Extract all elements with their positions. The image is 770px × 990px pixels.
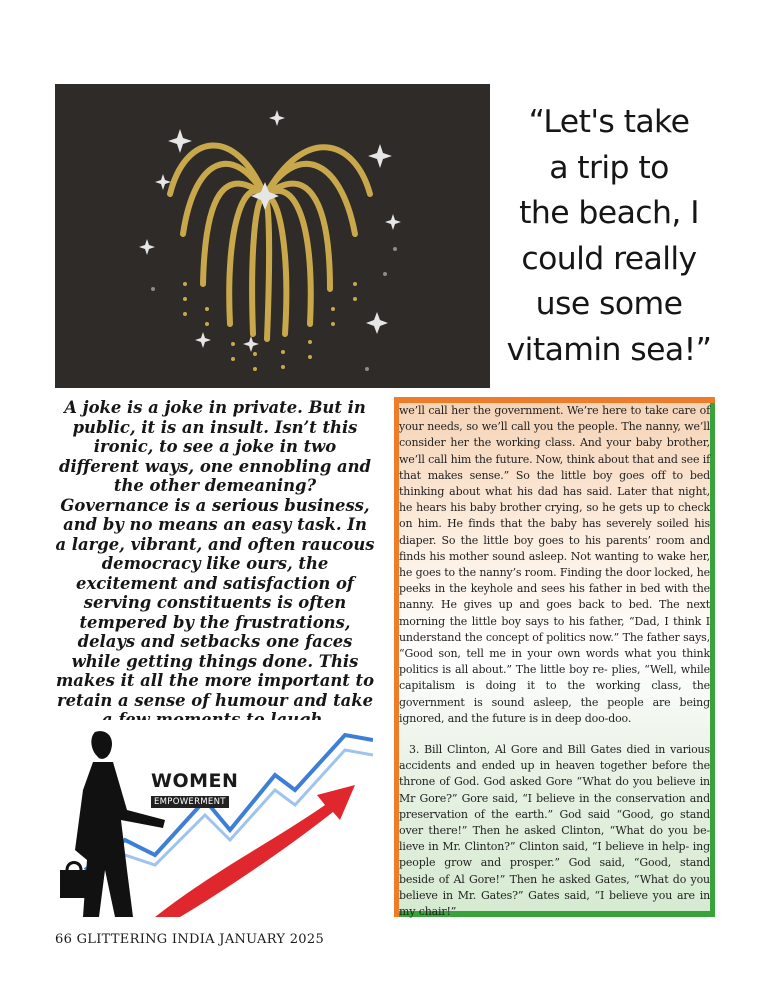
article-body	[399, 403, 710, 920]
intro-paragraph: A joke is a joke in private. But in public, it is an insult. Isn’t this ironic, to see a joke in two different ways, one ennobling and the other demeaning?	[59, 398, 371, 495]
quote-line: the beach, I	[519, 195, 699, 231]
article-paragraph: 3. Bill Clinton, Al Gore and Bill Gates died in various accidents and ended up in heaven together before the throne of God. God asked Gore “What do you believe in Mr Gore?” Gore said, “I believe in the conservation and preservation of the earth.” God said “Good, go stand over there!” Then he asked Clinton, “What do you be- lieve in Mr. Clinton?” Clinton said, “I believe in help- ing people grow and prosper.” God said, “Good, stand beside of Al Gore!” Then he asked Gates, “What do you believe in Mr. Gates?” Gates said, “I believe you are in my chair!”	[399, 743, 710, 919]
beach-quote	[498, 100, 720, 373]
joke-article-box	[394, 397, 715, 917]
intro-paragraph: Governance is a serious business, and by no means an easy task. In a large, vibrant, and often raucous democracy like ours, the excitement and satisfaction of serving constituents is often tempered by the frustrations, delays and setbacks one faces while getting things done. This makes it all the more important to retain a sense of humour and take	[55, 495, 375, 710]
fireworks-image	[55, 84, 490, 388]
quote-line: a trip to	[549, 149, 669, 186]
quote-line: use some	[535, 286, 683, 322]
women-subtitle: EMPOWERMENT	[151, 796, 229, 808]
intro-text	[55, 398, 375, 730]
women-title: WOMEN	[151, 770, 239, 792]
fireworks-illustration	[55, 84, 490, 388]
quote-line: “Let's take	[528, 104, 690, 140]
quote-line: vitamin sea!”	[506, 331, 712, 368]
quote-line: could really	[521, 240, 697, 277]
growth-chart-illustration	[55, 720, 373, 917]
page-footer: 66 GLITTERING INDIA JANUARY 2025	[55, 932, 325, 947]
women-empowerment-image	[55, 720, 373, 917]
article-paragraph: we’ll call her the government. We’re here to take care of your needs, so we’ll call you the people. The nanny, we’ll consider her the working class. And your baby brother, we’ll call him the future. Now, think about that and see if that makes sense.” So the little boy goes off to bed thinking about what his dad has said. Later that night, he hears his baby brother crying, so he gets up to check on him. He finds that the baby has severely soiled his diaper. So the little boy goes to his parents’ room and finds his mother sound asleep. Not wanting to wake her, he goes to the nanny’s room. Finding the door locked, he peeks in the keyhole and sees his father in bed with the nanny. He gives up and goes back to bed. The next morning the little boy says to his father, “Dad, I think I understand the concept of politics now.” The father says, “Good son, tell me in your own words what you think politics is all about.” The little boy re- plies, “Well, while capitalism is doing it to the working class, the government is sound asleep, the people are being ignored, and the future is in deep doo-doo.	[399, 404, 710, 725]
